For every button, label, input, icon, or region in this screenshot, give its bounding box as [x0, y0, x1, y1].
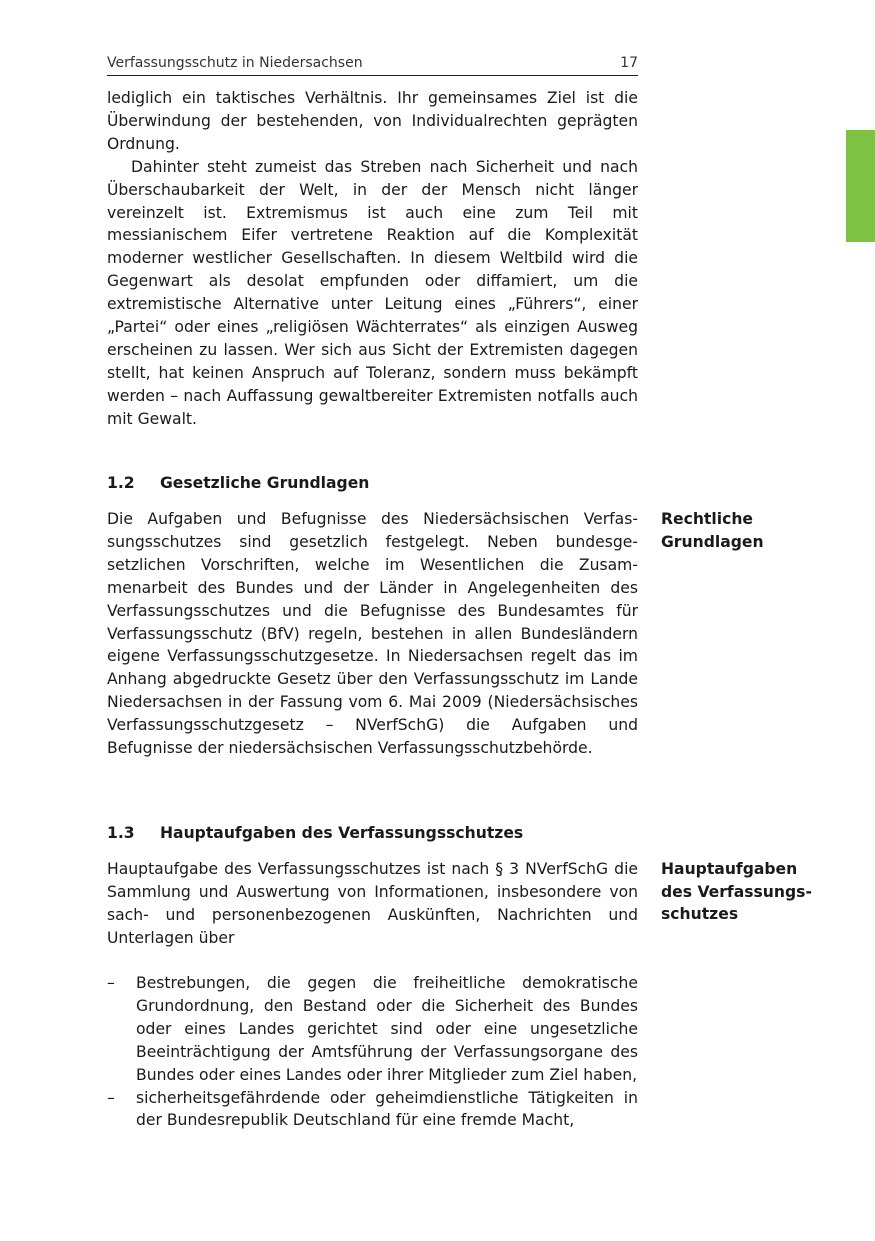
section-title: Gesetzliche Grundlagen: [160, 474, 370, 492]
margin-note-line: Grundlagen: [661, 532, 764, 551]
list-item: [107, 972, 638, 1087]
intro-paragraph-1: lediglich ein taktisches Verhältnis. Ihr gemeinsames Ziel ist die Überwindung der bestehenden, von Individualrechten geprägten Ordnung.: [107, 89, 638, 153]
margin-note-hauptaufgaben: [661, 858, 831, 926]
section-title: Hauptaufgaben des Verfassungsschutzes: [160, 824, 524, 842]
running-title: Verfassungsschutz in Niedersachsen: [107, 55, 363, 71]
section-number: 1.3: [107, 824, 135, 842]
page-number: 17: [620, 55, 638, 71]
bullet-dash: –: [107, 1088, 115, 1107]
bullet-dash: –: [107, 974, 115, 992]
list-item-text: Bestrebungen, die gegen die freiheitliche demokratische Grundordnung, den Bestand oder die Sicherheit des Bundes oder eines Landes gerichtet sind oder eine ungesetzliche Beeinträchtigung der Amtsführung der Verfassungsorgane des Bundes oder eines Landes oder ihrer Mitglieder zum Ziel haben,: [136, 974, 638, 1084]
task-list: [107, 972, 638, 1132]
section-1-2-body: Die Aufgaben und Befugnisse des Niedersächsischen Verfassungsschutzes sind gesetzlich festgelegt. Neben bundesgesetzlichen Vorschriften, welche im Wesentlichen die Zusammenarbeit des Bundes und der Länder in Angelegenheiten des Verfassungsschutzes und die Befugnisse des Bundesamtes für Verfassungsschutz (BfV) regeln, bestehen in allen Bundesländern eigene Verfassungsschutzgesetze. In Niedersachsen regelt das im Anhang abgedruckte Gesetz über den Verfassungsschutz im Lande Niedersachsen in der Fassung vom 6. Mai 2009 (Niedersächsisches Verfassungsschutzgesetz – NVerfSchG) die Aufgaben und Befugnisse der niedersächsischen Verfassungsschutzbehörde.: [107, 510, 638, 758]
running-header: [107, 51, 638, 76]
list-item: [107, 1087, 638, 1133]
section-heading-1-3: [107, 822, 523, 844]
section-number: 1.2: [107, 474, 135, 492]
section-1-3-body: Hauptaufgabe des Verfassungsschutzes ist nach § 3 NVerfSchG die Sammlung und Auswertung von Informationen, insbesondere von sach- und personenbezogenen Auskünften, Nachrichten und Unterlagen über: [107, 860, 638, 947]
section-heading-1-2: [107, 472, 369, 494]
margin-note-line: des Verfassungs-: [661, 882, 812, 901]
list-item-text: sicherheitsgefährdende oder geheimdienstliche Tätigkeiten in der Bundesrepublik Deutschland für eine fremde Macht,: [136, 1088, 638, 1130]
margin-note-line: Hauptaufgaben: [661, 860, 798, 878]
margin-note-line: Rechtliche: [661, 510, 753, 528]
chapter-thumb-tab: [846, 130, 875, 242]
intro-text: [107, 87, 638, 431]
margin-note-line: schutzes: [661, 905, 739, 923]
margin-note-rechtliche-grundlagen: [661, 508, 831, 553]
intro-paragraph-2: Dahinter steht zumeist das Streben nach Sicherheit und nach Überschaubarkeit der Welt, in der der Mensch nicht länger vereinzelt ist. Extremismus ist auch eine zum Teil mit messianischem Eifer vertretene Reaktion auf die Komplexität moderner westlicher Gesellschaften. In diesem Weltbild wird die Gegenwart als desolat empfunden oder diffamiert, um die extremistische Alternative unter Leitung eines „Führers“, einer „Partei“ oder eines „religiösen Wächterrates“ als einzigen Ausweg erscheinen zu lassen. Wer sich aus Sicht der Extremisten dagegen stellt, hat keinen Anspruch auf Toleranz, sondern muss bekämpft werden – nach Auffassung gewaltbereiter Extremisten notfalls auch mit Gewalt.: [107, 157, 638, 428]
